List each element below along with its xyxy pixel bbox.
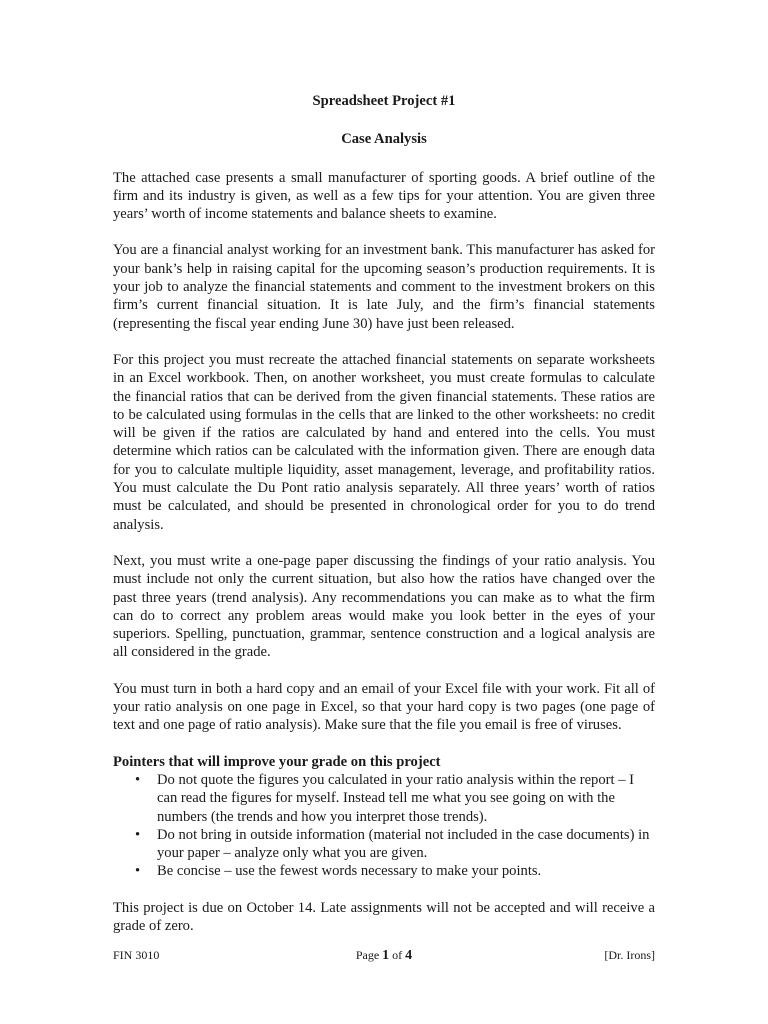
list-item-text: Be concise – use the fewest words necessary to make your points.	[157, 863, 542, 880]
footer-page-number	[113, 946, 655, 965]
document-title: Spreadsheet Project #1	[312, 93, 456, 109]
footer-page-word: Page	[355, 948, 380, 962]
list-item	[135, 771, 655, 826]
footer-course: FIN 3010	[113, 948, 160, 962]
bullet-icon: •	[135, 771, 141, 788]
list-item	[135, 826, 655, 863]
bullet-icon: •	[135, 826, 141, 843]
paragraph-due-date: This project is due on October 14. Late assignments will not be accepted and will receive a grade of zero.	[113, 899, 655, 934]
list-item-text: Do not quote the figures you calculated in your ratio analysis within the report – I can read the figures for myself. Instead tell me what you see going on with the numbers (the trends and how you interpret those trends).	[157, 771, 635, 825]
pointers-heading: Pointers that will improve your grade on this project	[113, 753, 441, 770]
list-item	[135, 862, 655, 880]
footer-total-pages: 4	[405, 948, 413, 963]
pointers-list	[113, 771, 655, 881]
document-page	[113, 92, 655, 953]
document-subtitle: Case Analysis	[341, 131, 427, 148]
paragraph-paper-requirements: Next, you must write a one-page paper discussing the findings of your ratio analysis. You must include not only the current situation, but also how the ratios have changed over the past three years (trend analysis). Any recommendations you can make as to what the firm can do to correct any problem areas would make you look better in the eyes of your superiors. Spelling, punctuation, grammar, sentence construction and a logical analysis are all considered in the grade.	[113, 552, 655, 661]
paragraph-intro: The attached case presents a small manufacturer of sporting goods. A brief outline of the firm and its industry is given, as well as a few tips for your attention. You are given three years’ worth of income statements and balance sheets to examine.	[113, 169, 655, 223]
footer-of-word: of	[392, 948, 403, 962]
footer-instructor: [Dr. Irons]	[604, 948, 655, 962]
paragraph-excel-requirements: For this project you must recreate the attached financial statements on separate worksheets in an Excel workbook. Then, on another worksheet, you must create formulas to calculate the financial ratios that can be derived from the given financial statements. These ratios are to be calculated using formulas in the cells that are linked to the other worksheets: no credit will be given if the ratios are calculated by hand and entered into the cells. You must determine which ratios can be calculated with the information given. There are enough data for you to calculate multiple liquidity, asset management, leverage, and profitability ratios. You must calculate the Du Pont ratio analysis separately. All three years’ worth of ratios must be calculated, and should be presented in chronological order for you to do trend analysis.	[113, 351, 655, 533]
page-footer	[113, 946, 655, 964]
bullet-icon: •	[135, 863, 141, 880]
footer-current-page: 1	[382, 948, 390, 963]
paragraph-role: You are a financial analyst working for an investment bank. This manufacturer has asked for your bank’s help in raising capital for the upcoming season’s production requirements. It is your job to analyze the financial statements and comment to the investment brokers on this firm’s current financial situation. It is late July, and the firm’s financial statements (representing the fiscal year ending June 30) have just been released.	[113, 242, 655, 332]
list-item-text: Do not bring in outside information (material not included in the case documents) in your paper – analyze only what you are given.	[157, 826, 650, 862]
paragraph-submission: You must turn in both a hard copy and an email of your Excel file with your work. Fit all of your ratio analysis on one page in Excel, so that your hard copy is two pages (one page of text and one page of ratio analysis). Make sure that the file you email is free of viruses.	[113, 680, 655, 734]
